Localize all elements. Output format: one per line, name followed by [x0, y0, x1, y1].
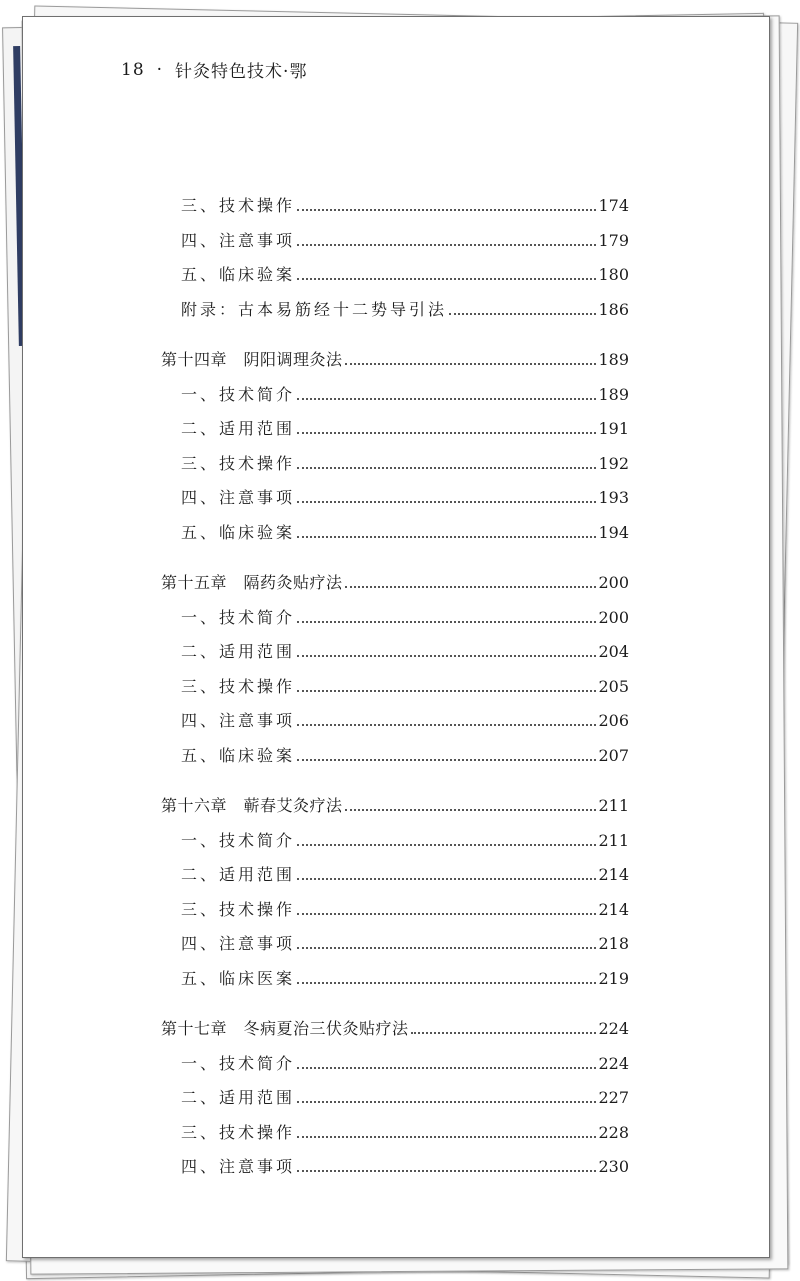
- toc-entry-title: 一、技术简介: [181, 830, 296, 850]
- dot-leader: [345, 363, 597, 365]
- toc-entry-page: 207: [598, 745, 629, 765]
- toc-entry-page: 186: [598, 299, 629, 319]
- dot-leader: [411, 1032, 597, 1034]
- toc-entry-page: 214: [598, 865, 629, 884]
- dot-leader: [297, 467, 596, 469]
- document-page: [22, 16, 770, 1258]
- dot-leader: [449, 313, 596, 315]
- toc-entry-page: 224: [598, 1053, 629, 1073]
- toc-section-entry: [181, 228, 629, 252]
- dot-leader: [297, 690, 596, 692]
- toc-entry-page: 204: [598, 642, 629, 661]
- toc-entry-page: 191: [598, 419, 629, 438]
- toc-entry-page: 230: [598, 1157, 629, 1176]
- toc-entry-title: 第十六章 蕲春艾灸疗法: [161, 796, 343, 815]
- toc-entry-title: 四、注意事项: [181, 711, 296, 730]
- toc-section-entry: [181, 1051, 629, 1075]
- dot-leader: [297, 1067, 596, 1069]
- toc-entry-page: 211: [598, 796, 629, 815]
- dot-leader: [297, 913, 596, 915]
- toc-section-entry: [181, 828, 629, 852]
- dot-leader: [297, 244, 596, 246]
- dot-leader: [297, 844, 596, 846]
- toc-entry-title: 二、适用范围: [181, 642, 296, 661]
- header-book-title: 针灸特色技术·鄂: [175, 62, 308, 82]
- toc-entry-title: 二、适用范围: [181, 419, 296, 438]
- toc-entry-page: 224: [598, 1019, 629, 1038]
- dot-leader: [297, 278, 596, 280]
- toc-entry-title: 五、临床验案: [181, 265, 296, 284]
- toc-section-entry: [181, 708, 629, 732]
- toc-entry-page: 206: [598, 711, 629, 730]
- toc-entry-title: 第十四章 阴阳调理灸法: [161, 350, 343, 369]
- toc-chapter-entry: [161, 1016, 629, 1040]
- dot-leader: [297, 759, 596, 761]
- toc-section-entry: [181, 262, 629, 286]
- dot-leader: [297, 501, 596, 503]
- dot-leader: [297, 724, 596, 726]
- toc-entry-page: 189: [598, 384, 629, 404]
- toc-entry-page: 192: [598, 453, 629, 473]
- dot-leader: [297, 432, 596, 434]
- toc-section-entry: [181, 382, 629, 406]
- toc-entry-title: 四、注意事项: [181, 934, 296, 953]
- toc-entry-title: 四、注意事项: [181, 488, 296, 507]
- toc-entry-title: 二、适用范围: [181, 865, 296, 884]
- toc-section-entry: [181, 1120, 629, 1144]
- toc-section-entry: [181, 862, 629, 886]
- dot-leader: [297, 1170, 596, 1172]
- dot-leader: [297, 947, 596, 949]
- dot-leader: [297, 621, 596, 623]
- toc-entry-title: 四、注意事项: [181, 230, 296, 250]
- toc-section-entry: [181, 520, 629, 544]
- toc-entry-title: 第十五章 隔药灸贴疗法: [161, 573, 343, 592]
- toc-entry-title: 一、技术简介: [181, 1053, 296, 1073]
- toc-section-entry: [181, 297, 629, 321]
- toc-section-entry: [181, 743, 629, 767]
- toc-entry-title: 五、临床验案: [181, 522, 296, 542]
- dot-leader: [345, 809, 597, 811]
- toc-section-entry: [181, 485, 629, 509]
- header-page-number: 18: [121, 59, 145, 80]
- toc-entry-page: 228: [598, 1122, 629, 1142]
- toc-entry-page: 180: [598, 265, 629, 284]
- toc-chapter-entry: [161, 347, 629, 371]
- toc-entry-page: 179: [598, 230, 629, 250]
- toc-entry-title: 一、技术简介: [181, 607, 296, 627]
- toc-section-entry: [181, 674, 629, 698]
- toc-section-entry: [181, 193, 629, 217]
- dot-leader: [297, 878, 596, 880]
- dot-leader: [297, 398, 596, 400]
- toc-section-entry: [181, 605, 629, 629]
- toc-entry-page: 219: [598, 968, 629, 988]
- toc-entry-page: 227: [598, 1088, 629, 1107]
- toc-section-entry: [181, 897, 629, 921]
- toc-section-entry: [181, 639, 629, 663]
- toc-section-entry: [181, 1154, 629, 1178]
- toc-chapter-entry: [161, 570, 629, 594]
- toc-entry-page: 218: [598, 934, 629, 953]
- toc-section-entry: [181, 966, 629, 990]
- toc-entry-page: 200: [598, 573, 629, 592]
- header-separator: ·: [156, 59, 164, 80]
- dot-leader: [345, 586, 597, 588]
- toc-entry-title: 三、技术操作: [181, 676, 296, 696]
- toc-section-entry: [181, 1085, 629, 1109]
- toc-entry-title: 第十七章 冬病夏治三伏灸贴疗法: [161, 1019, 409, 1038]
- dot-leader: [297, 536, 596, 538]
- toc-entry-page: 174: [598, 196, 629, 215]
- toc-entry-title: 三、技术操作: [181, 899, 296, 919]
- toc-entry-page: 205: [598, 676, 629, 696]
- dot-leader: [297, 655, 596, 657]
- toc-section-entry: [181, 451, 629, 475]
- toc-section-entry: [181, 931, 629, 955]
- toc-entry-page: 200: [598, 607, 629, 627]
- dot-leader: [297, 1101, 596, 1103]
- toc-entry-title: 三、技术操作: [181, 1122, 296, 1142]
- dot-leader: [297, 1136, 596, 1138]
- toc-entry-title: 五、临床验案: [181, 745, 296, 765]
- toc-section-entry: [181, 416, 629, 440]
- toc-entry-page: 214: [598, 899, 629, 919]
- toc-entry-title: 四、注意事项: [181, 1157, 296, 1176]
- running-header: [121, 57, 307, 82]
- toc-entry-title: 一、技术简介: [181, 384, 296, 404]
- dot-leader: [297, 209, 596, 211]
- toc-entry-page: 189: [598, 350, 629, 369]
- toc-entry-title: 二、适用范围: [181, 1088, 296, 1107]
- dot-leader: [297, 982, 596, 984]
- toc-entry-page: 193: [598, 488, 629, 507]
- toc-entry-title: 三、技术操作: [181, 196, 296, 215]
- toc-entry-page: 211: [598, 830, 629, 850]
- toc-chapter-entry: [161, 793, 629, 817]
- toc-entry-title: 三、技术操作: [181, 453, 296, 473]
- toc-entry-title: 附录：古本易筋经十二势导引法: [181, 299, 448, 319]
- toc-entry-page: 194: [598, 522, 629, 542]
- toc-entry-title: 五、临床医案: [181, 968, 296, 988]
